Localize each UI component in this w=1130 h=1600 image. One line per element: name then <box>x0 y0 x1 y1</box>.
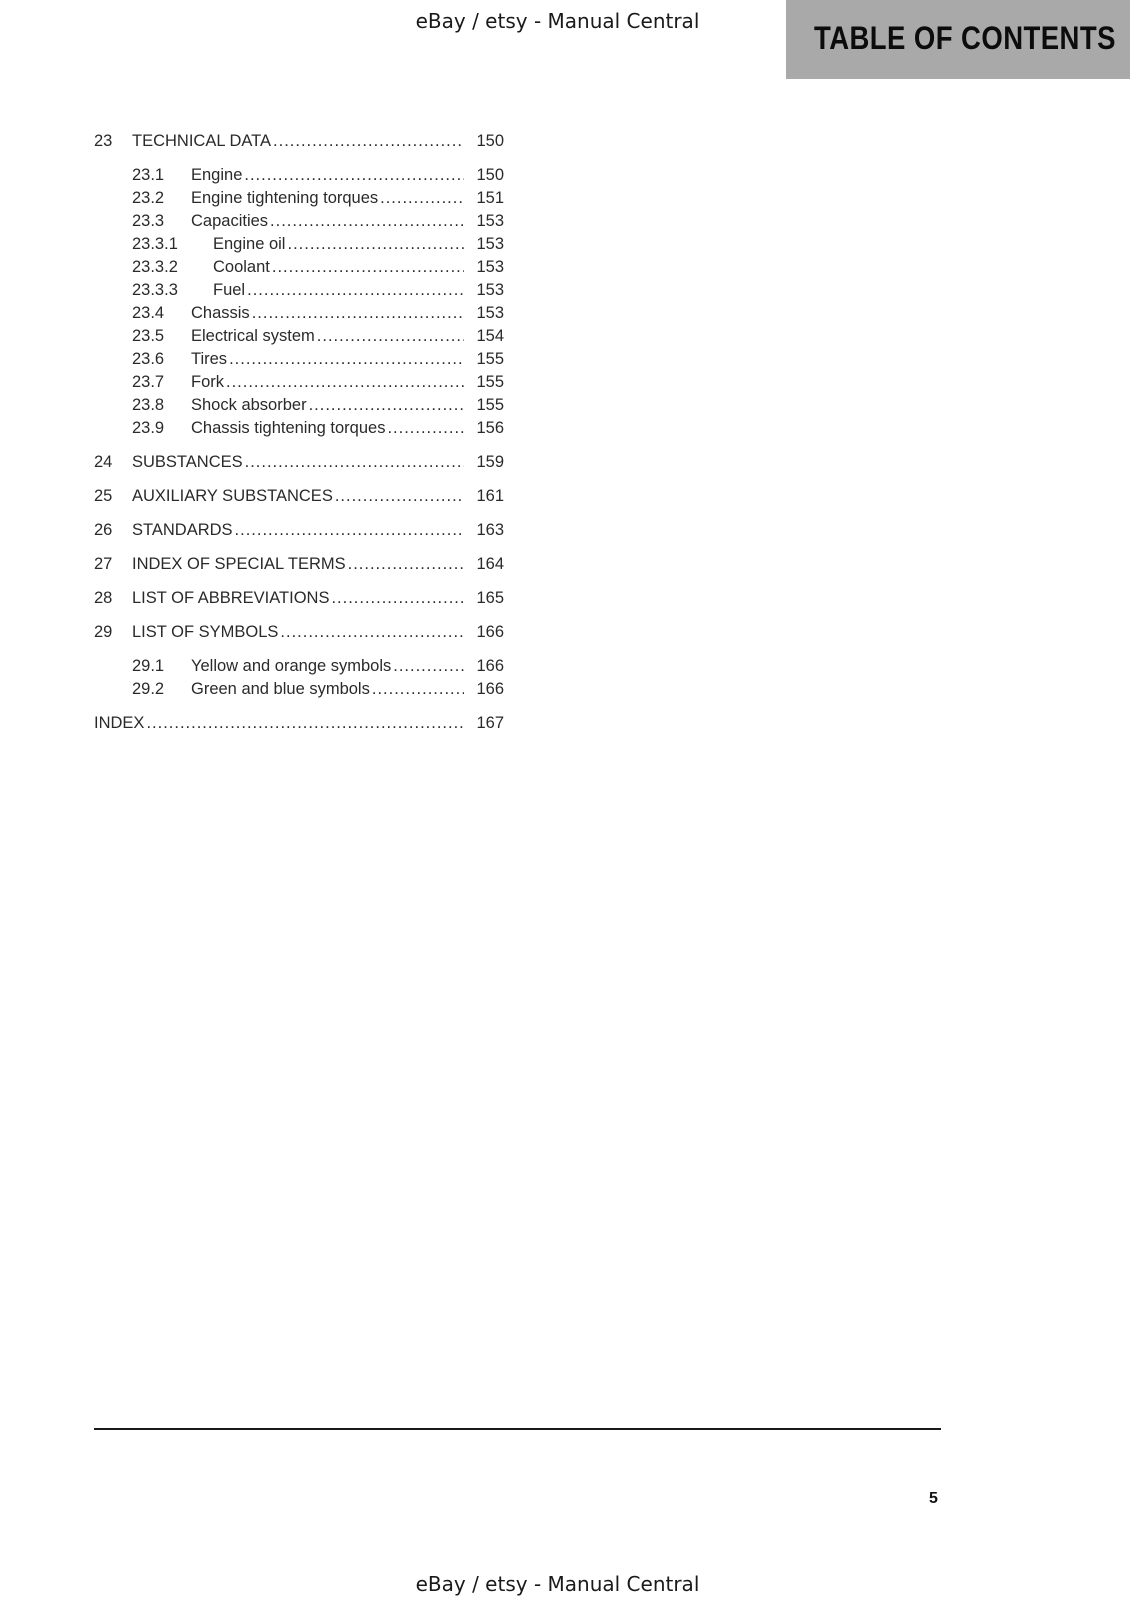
toc-leader <box>372 678 464 701</box>
toc-entry[interactable] <box>94 325 504 348</box>
toc-title: INDEX <box>94 714 145 732</box>
toc-leader <box>270 210 464 233</box>
toc-page: 155 <box>476 396 504 414</box>
toc-entry[interactable] <box>94 678 504 701</box>
toc-leader <box>317 325 464 348</box>
toc-entry[interactable] <box>94 394 504 417</box>
toc-title: INDEX OF SPECIAL TERMS <box>132 555 346 573</box>
toc-entry[interactable] <box>94 587 504 610</box>
toc-page: 155 <box>476 350 504 368</box>
toc-entry[interactable] <box>94 621 504 644</box>
toc-entry[interactable] <box>94 451 504 474</box>
toc-number: 23.9 <box>132 419 165 437</box>
toc-leader <box>309 394 464 417</box>
toc-page: 161 <box>476 487 504 505</box>
toc-number: 24 <box>94 453 113 471</box>
toc-leader <box>387 417 464 440</box>
toc-leader <box>235 519 464 542</box>
toc-page: 163 <box>476 521 504 539</box>
toc-leader <box>226 371 464 394</box>
toc-entry[interactable] <box>94 519 504 542</box>
toc-page: 166 <box>476 680 504 698</box>
toc-page: 150 <box>476 166 504 184</box>
toc-leader <box>247 279 464 302</box>
toc-page: 154 <box>476 327 504 345</box>
toc-page: 166 <box>476 657 504 675</box>
toc-number: 23.7 <box>132 373 165 391</box>
toc-title: Capacities <box>191 212 269 230</box>
toc-number: 23.1 <box>132 166 165 184</box>
toc-title: Engine tightening torques <box>191 189 379 207</box>
toc-page: 153 <box>476 258 504 276</box>
toc-entry[interactable] <box>94 256 504 279</box>
toc-title: TECHNICAL DATA <box>132 132 272 150</box>
toc-entry[interactable] <box>94 553 504 576</box>
toc-leader <box>335 485 464 508</box>
toc-title: STANDARDS <box>132 521 233 539</box>
toc-number: 29.1 <box>132 657 165 675</box>
toc-number: 27 <box>94 555 113 573</box>
toc-entry[interactable] <box>94 302 504 325</box>
toc-number: 26 <box>94 521 113 539</box>
toc-number: 23.4 <box>132 304 165 322</box>
toc-page: 165 <box>476 589 504 607</box>
toc-entry[interactable] <box>94 164 504 187</box>
toc-title: Chassis tightening torques <box>191 419 386 437</box>
toc-leader <box>272 256 464 279</box>
toc-title: SUBSTANCES <box>132 453 243 471</box>
toc-page: 153 <box>476 235 504 253</box>
toc-entry[interactable] <box>94 655 504 678</box>
toc-title: Engine oil <box>213 235 286 253</box>
toc-page: 150 <box>476 132 504 150</box>
toc-number: 23 <box>94 132 113 150</box>
toc-leader <box>280 621 464 644</box>
toc-number: 23.5 <box>132 327 165 345</box>
toc-entry[interactable] <box>94 233 504 256</box>
toc-entry[interactable] <box>94 417 504 440</box>
toc-title: Shock absorber <box>191 396 307 414</box>
toc-number: 23.3.3 <box>132 281 178 299</box>
toc-entry[interactable] <box>94 210 504 233</box>
toc-number: 29.2 <box>132 680 165 698</box>
toc-number: 23.3.1 <box>132 235 178 253</box>
toc-page: 155 <box>476 373 504 391</box>
toc-leader <box>380 187 464 210</box>
toc-number: 23.3 <box>132 212 165 230</box>
toc-page: 156 <box>476 419 504 437</box>
toc-entry[interactable] <box>94 485 504 508</box>
toc-page: 164 <box>476 555 504 573</box>
toc-title: Fuel <box>213 281 246 299</box>
toc-number: 23.6 <box>132 350 165 368</box>
page-number: 5 <box>929 1490 938 1507</box>
toc-leader <box>393 655 464 678</box>
toc-entry[interactable] <box>94 279 504 302</box>
toc-page: 153 <box>476 281 504 299</box>
toc-number: 23.8 <box>132 396 165 414</box>
toc-number: 25 <box>94 487 113 505</box>
toc-leader <box>287 233 464 256</box>
toc-title: LIST OF ABBREVIATIONS <box>132 589 330 607</box>
toc-leader <box>229 348 464 371</box>
toc-title: LIST OF SYMBOLS <box>132 623 279 641</box>
toc-entry[interactable] <box>94 130 504 153</box>
toc-number: 23.3.2 <box>132 258 178 276</box>
toc-page: 167 <box>476 714 504 732</box>
toc-title: Chassis <box>191 304 250 322</box>
toc-leader <box>146 712 464 735</box>
toc-leader <box>331 587 464 610</box>
toc-title: Electrical system <box>191 327 315 345</box>
toc-title: Coolant <box>213 258 270 276</box>
footer-divider <box>94 1428 941 1430</box>
toc-page: 153 <box>476 304 504 322</box>
toc-page: 166 <box>476 623 504 641</box>
toc-number: 28 <box>94 589 113 607</box>
toc-title: Green and blue symbols <box>191 680 370 698</box>
toc-page: 159 <box>476 453 504 471</box>
toc-entry[interactable] <box>94 371 504 394</box>
section-header-box <box>786 0 1130 79</box>
toc-title: Tires <box>191 350 228 368</box>
toc-title: Yellow and orange symbols <box>191 657 392 675</box>
toc-leader <box>245 451 464 474</box>
toc-title: Engine <box>191 166 243 184</box>
toc-leader <box>244 164 464 187</box>
toc-leader <box>252 302 464 325</box>
toc-number: 23.2 <box>132 189 165 207</box>
toc-entry-index[interactable] <box>94 712 504 735</box>
toc-entry[interactable] <box>94 348 504 371</box>
toc-entry[interactable] <box>94 187 504 210</box>
toc-page: 151 <box>476 189 504 207</box>
toc-title: Fork <box>191 373 224 391</box>
toc-leader <box>273 130 464 153</box>
watermark-bottom: eBay / etsy - Manual Central <box>415 1572 700 1596</box>
toc-page: 153 <box>476 212 504 230</box>
page-title: TABLE OF CONTENTS <box>814 20 1116 56</box>
table-of-contents <box>94 130 504 735</box>
toc-title: AUXILIARY SUBSTANCES <box>132 487 333 505</box>
toc-leader <box>348 553 464 576</box>
watermark-top: eBay / etsy - Manual Central <box>415 9 700 33</box>
toc-number: 29 <box>94 623 113 641</box>
